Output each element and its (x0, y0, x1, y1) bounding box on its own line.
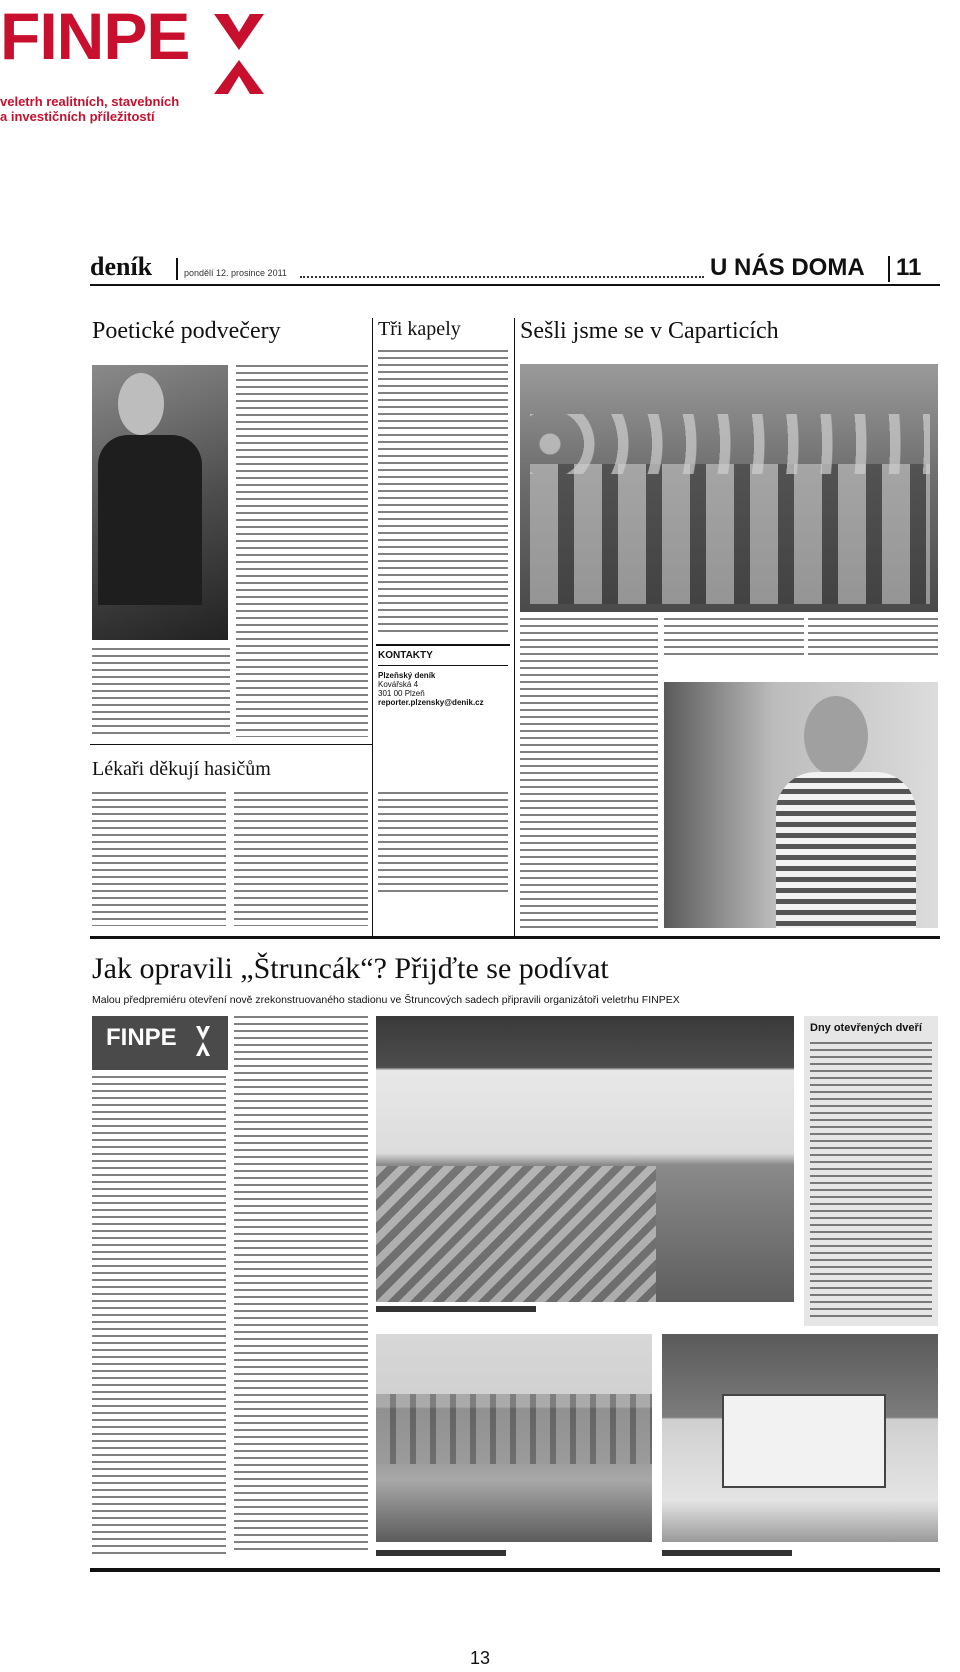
section-rule (90, 936, 940, 939)
photo-villa-house (722, 1394, 886, 1488)
sidebar-title: Dny otevřených dveří (810, 1022, 922, 1034)
article-text-sesli-col3 (808, 618, 938, 660)
headline-tri-kapely: Tři kapely (378, 318, 461, 340)
article-text-lekari-col2 (234, 792, 368, 926)
sidebar-text (810, 1042, 932, 1320)
headline-sesli: Sešli jsme se v Caparticích (520, 318, 779, 344)
photo-residential-buildings (376, 1334, 652, 1542)
kontakty-rule (376, 644, 510, 646)
finpex-ad-x-icon (196, 1026, 210, 1056)
column-divider-1 (372, 318, 373, 938)
kontakty-line-4: reporter.plzensky@denik.cz (378, 698, 484, 707)
photo-group-children (520, 364, 938, 612)
article-text-lekari-col1 (92, 792, 226, 926)
page-number: 13 (469, 1648, 491, 1668)
masthead-date: pondělí 12. prosince 2011 (184, 268, 287, 278)
kontakty-box (378, 650, 508, 707)
article-text-lekari-col3 (378, 792, 508, 896)
finpex-tagline (0, 94, 179, 124)
article-text-sesli-col2 (664, 618, 804, 660)
masthead-divider (176, 258, 178, 280)
newspaper-masthead: deník (90, 252, 153, 281)
subheadline-jak-opravili: Malou předpremiéru otevření nově zrekonstruovaného stadionu ve Štruncových sadech připravili organizátoři veletrhu FINPEX (92, 994, 680, 1006)
caption-line (376, 1306, 536, 1312)
photo-portrait-man (92, 365, 228, 640)
masthead-dotted-rule (300, 276, 704, 278)
photo-children-faces (530, 414, 930, 474)
photo-children-row (530, 464, 930, 604)
photo-face (118, 373, 164, 435)
section-title: U NÁS DOMA (710, 254, 865, 281)
article-text-sesli-col1 (520, 618, 658, 928)
photo-stadium-seats (376, 1166, 656, 1302)
tagline-line-2: a investičních příležitostí (0, 109, 155, 124)
photo-girl-singing (664, 682, 938, 928)
photo-stadium-caption (376, 1306, 794, 1314)
finpex-logo-wordmark: FINPE (0, 0, 190, 73)
section-divider (888, 256, 890, 282)
finpex-ad-wordmark: FINPE (106, 1024, 177, 1051)
photo-girl-head (804, 696, 868, 776)
photo-villa-caption (662, 1550, 792, 1556)
article-text-poeticke-lower (92, 648, 230, 736)
photo-girl-striped-shirt (776, 772, 916, 928)
newspaper-page-number: 11 (896, 254, 922, 281)
photo-residential-caption (376, 1550, 506, 1556)
kontakty-line-1: Plzeňský deník (378, 671, 436, 680)
photo-building-facade (376, 1394, 652, 1464)
sidebar-open-days (804, 1016, 938, 1326)
article-text-poeticke (236, 365, 368, 737)
article-text-tri-kapely (378, 350, 508, 635)
kontakty-title: KONTAKTY (378, 650, 433, 661)
article-text-jak-col1 (92, 1076, 226, 1554)
column-rule (90, 744, 372, 745)
photo-torso (98, 435, 202, 605)
kontakty-line-3: 301 00 Plzeň (378, 689, 425, 698)
finpex-ad-box (92, 1016, 228, 1070)
headline-jak-opravili: Jak opravili „Štruncák“? Přijďte se podívat (92, 952, 609, 985)
column-divider-2 (514, 318, 515, 938)
bottom-rule (90, 1568, 940, 1572)
headline-poeticke: Poetické podvečery (92, 318, 281, 344)
kontakty-line-2: Kovářská 4 (378, 680, 419, 689)
article-text-jak-col2 (234, 1016, 368, 1554)
finpex-logo-x-icon (212, 6, 266, 96)
photo-modern-villa (662, 1334, 938, 1542)
masthead-rule (90, 284, 940, 286)
tagline-line-1: veletrh realitních, stavebních (0, 94, 180, 109)
headline-lekari: Lékaři děkují hasičům (92, 758, 271, 780)
kontakty-divider (378, 665, 508, 666)
photo-stadium-stands (376, 1016, 794, 1302)
